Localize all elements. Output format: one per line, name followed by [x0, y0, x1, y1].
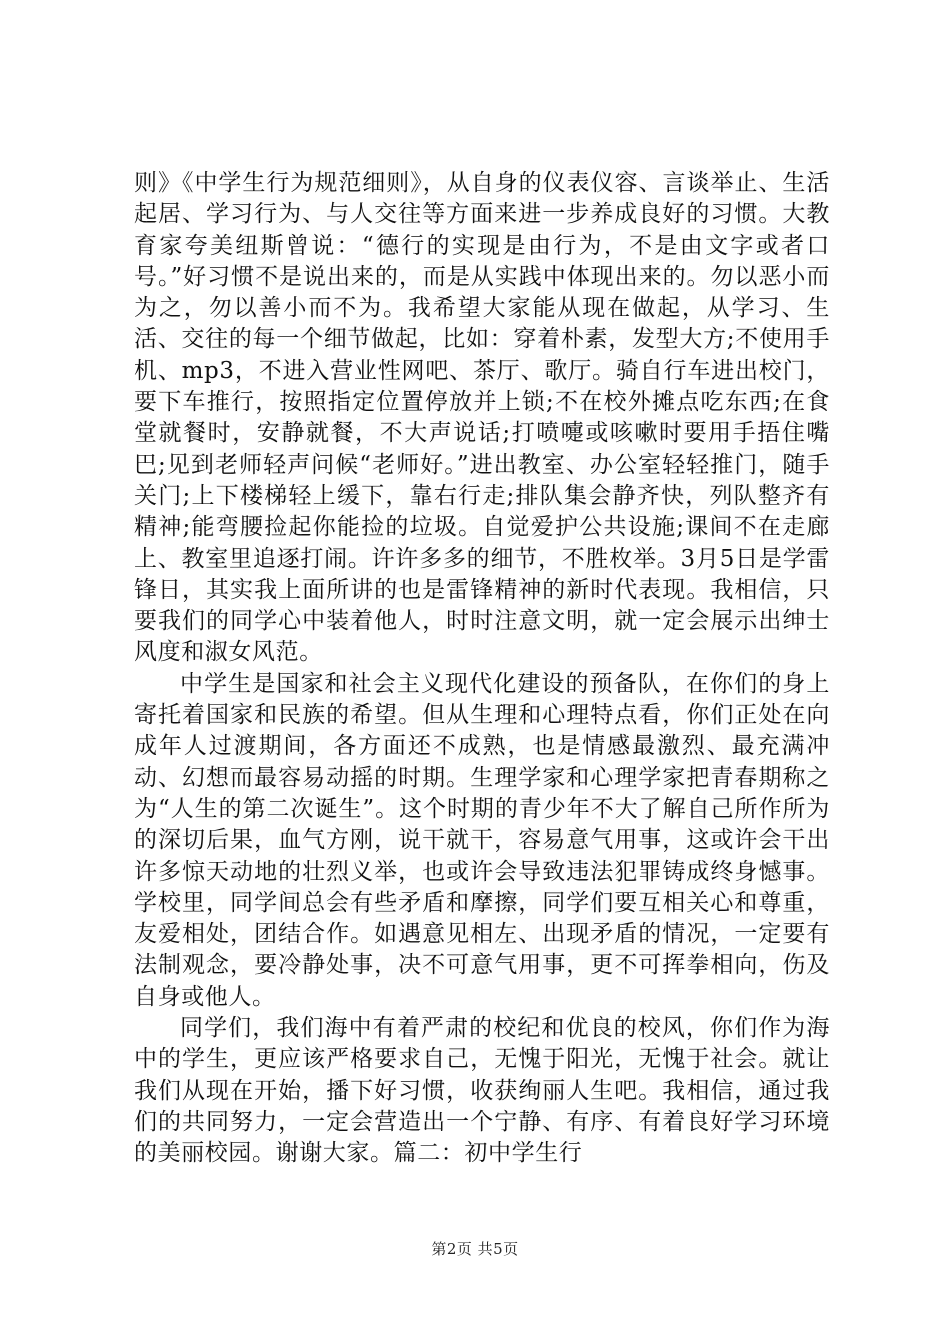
paragraph-1: 则》《中学生行为规范细则》，从自身的仪表仪容、言谈举止、生活起居、学习行为、与人交往等方面来进一步养成良好的习惯。大教育家夸美纽斯曾说：“德行的实现是由行为，不是由文字或者口号。”好习惯不是说出来的，而是从实践中体现出来的。勿以恶小而为之，勿以善小而不为。我希望大家能从现在做起，从学习、生活、交往的每一个细节做起，比如：穿着朴素，发型大方;不使用手机、mp3，不进入营业性网吧、茶厅、歌厅。骑自行车进出校门，要下车推行，按照指定位置停放并上锁;不在校外摊点吃东西;在食堂就餐时，安静就餐，不大声说话;打喷嚏或咳嗽时要用手捂住嘴巴;见到老师轻声问候“老师好。”进出教室、办公室轻轻推门，随手关门;上下楼梯轻上缓下，靠右行走;排队集会静齐快，列队整齐有精神;能弯腰捡起你能捡的垃圾。自觉爱护公共设施;课间不在走廊上、教室里追逐打闹。许许多多的细节，不胜枚举。3月5日是学雷锋日，其实我上面所讲的也是雷锋精神的新时代表现。我相信，只要我们的同学心中装着他人，时时注意文明，就一定会展示出绅士风度和淑女风范。: [134, 170, 830, 666]
document-body: [134, 168, 830, 1170]
paragraph-3: 同学们，我们海中有着严肃的校纪和优良的校风，你们作为海中的学生，更应该严格要求自己，无愧于阳光，无愧于社会。就让我们从现在开始，播下好习惯，收获绚丽人生吧。我相信，通过我们的共同努力，一定会营造出一个宁静、有序、有着良好学习环境的美丽校园。谢谢大家。篇二：初中学生行: [134, 1015, 830, 1167]
paragraph-2: 中学生是国家和社会主义现代化建设的预备队，在你们的身上寄托着国家和民族的希望。但从生理和心理特点看，你们正处在向成年人过渡期间，各方面还不成熟，也是情感最激烈、最充满冲动、幻想而最容易动摇的时期。生理学家和心理学家把青春期称之为“人生的第二次诞生”。这个时期的青少年不大了解自己所作所为的深切后果，血气方刚，说干就干，容易意气用事，这或许会干出许多惊天动地的壮烈义举，也或许会导致违法犯罪铸成终身憾事。学校里，同学间总会有些矛盾和摩擦，同学们要互相关心和尊重，友爱相处，团结合作。如遇意见相左、出现矛盾的情况，一定要有法制观念，要冷静处事，决不可意气用事，更不可挥拳相向，伤及自身或他人。: [134, 670, 830, 1010]
page-number-footer: 第2页 共5页: [431, 1240, 519, 1258]
